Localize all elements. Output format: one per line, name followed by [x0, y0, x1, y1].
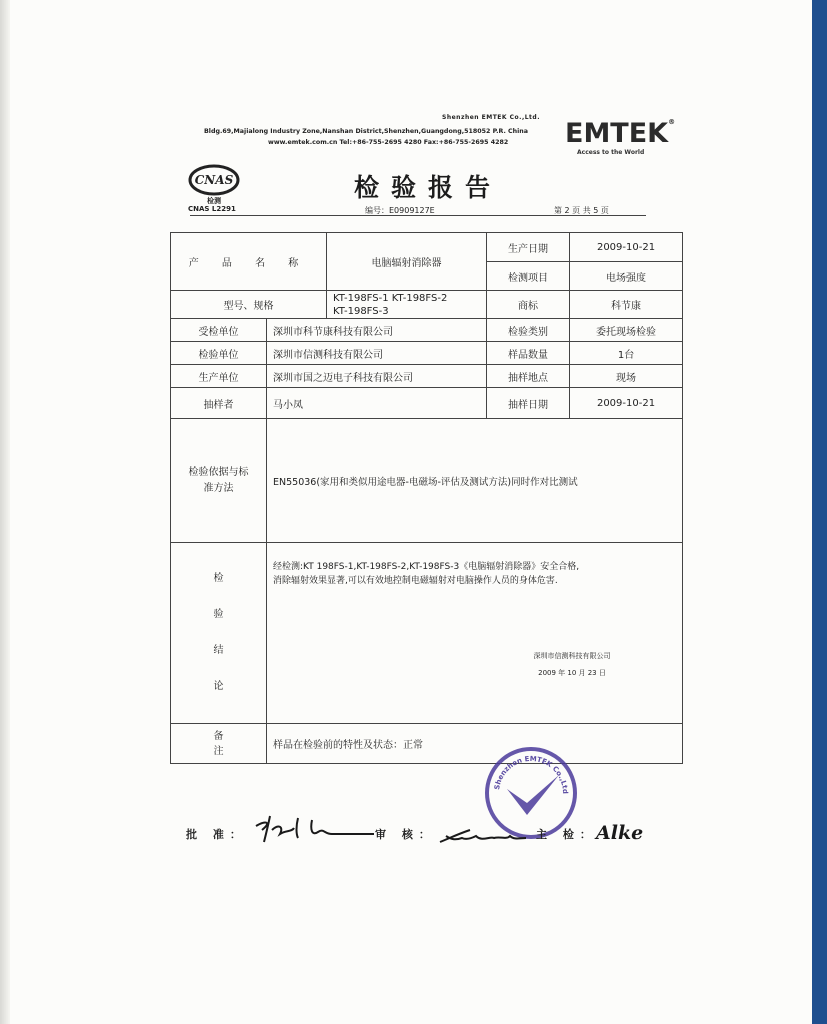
sampling-date-label: 抽样日期 [487, 388, 570, 419]
model-value [327, 291, 487, 319]
client-value: 深圳市科节康科技有限公司 [267, 319, 487, 342]
remarks-label [171, 724, 267, 764]
conclusion-value [267, 543, 683, 724]
test-item-value: 电场强度 [570, 262, 683, 291]
paper-edge-shadow [0, 0, 10, 1024]
trademark-value: 科节康 [570, 291, 683, 319]
model-line-2: KT-198FS-3 [333, 305, 389, 317]
conclusion-label-char: 论 [213, 681, 224, 692]
cnas-logo-text: CNAS [194, 173, 234, 187]
conclusion-label-char: 验 [213, 609, 224, 620]
conclusion-label [171, 543, 267, 724]
test-item-label: 检测项目 [487, 262, 570, 291]
sample-qty-value: 1台 [570, 342, 683, 365]
inspect-label: 主 检： [536, 828, 597, 841]
report-number: 编号：E0909127E [365, 206, 435, 215]
emtek-tagline: Access to the World [577, 149, 645, 156]
conclusion-org: 深圳市信测科技有限公司 [533, 652, 611, 660]
sampler-label: 抽样者 [171, 388, 267, 419]
cnas-logo-sub: 检测 [207, 197, 221, 205]
basis-label-line-2: 准方法 [203, 482, 234, 494]
lab-label: 检验单位 [171, 342, 267, 365]
cnas-id: CNAS L2291 [188, 205, 236, 213]
sampling-date-value: 2009-10-21 [570, 388, 683, 419]
reviewer-signature-icon [436, 820, 528, 850]
remarks-label-line-2: 注 [213, 745, 224, 757]
production-date-value: 2009-10-21 [570, 233, 683, 262]
sampler-value: 马小凤 [267, 388, 487, 419]
header-contact: www.emtek.com.cn Tel:+86-755-2695 4280 Fax:+86-755-2695 4282 [268, 139, 509, 146]
model-label: 型号、规格 [171, 291, 327, 319]
remarks-label-line-1: 备 [213, 730, 224, 742]
seal-text: Shenzhen EMTEK Co.,Ltd [493, 754, 570, 795]
conclusion-label-char: 结 [213, 645, 224, 656]
conclusion-line-2: 消除辐射效果显著,可以有效地控制电磁辐射对电脑操作人员的身体危害. [273, 576, 558, 586]
inspector-signature: Alke [596, 822, 644, 844]
client-label: 受检单位 [171, 319, 267, 342]
remarks-value: 样品在检验前的特性及状态：正常 [267, 724, 683, 764]
sample-qty-label: 样品数量 [487, 342, 570, 365]
manufacturer-value: 深圳市国之迈电子科技有限公司 [267, 365, 487, 388]
conclusion-line-1: 经检测:KT 198FS-1,KT-198FS-2,KT-198FS-3《电脑辐射消除器》安全合格, [273, 562, 580, 572]
product-name-label: 产 品 名 称 [171, 233, 327, 291]
sampling-place-label: 抽样地点 [487, 365, 570, 388]
header-address: Bldg.69,Majialong Industry Zone,Nanshan District,Shenzhen,Guangdong,518052 P.R. China [204, 128, 529, 135]
test-type-label: 检验类别 [487, 319, 570, 342]
sampling-place-value: 现场 [570, 365, 683, 388]
header-rule [190, 215, 646, 216]
conclusion-label-char: 检 [213, 573, 224, 584]
emtek-logo: EMTEK® [565, 118, 676, 149]
report-table [170, 232, 683, 764]
conclusion-date: 2009 年 10 月 23 日 [538, 669, 606, 677]
basis-label-line-1: 检验依据与标 [188, 466, 249, 478]
approver-signature-icon [252, 812, 377, 846]
production-date-label: 生产日期 [487, 233, 570, 262]
basis-value: EN55036(家用和类似用途电器-电磁场-评估及测试方法)同时作对比测试 [267, 419, 683, 543]
basis-label [171, 419, 267, 543]
page-number: 第 2 页 共 5 页 [554, 206, 609, 215]
model-line-1: KT-198FS-1 KT-198FS-2 [333, 292, 448, 304]
approve-label: 批 准： [186, 828, 247, 841]
page-title: 检验报告 [354, 173, 503, 202]
review-label: 审 核： [375, 828, 436, 841]
test-type-value: 委托现场检验 [570, 319, 683, 342]
header-company: Shenzhen EMTEK Co.,Ltd. [442, 114, 540, 121]
emtek-logo-text: EMTEK [565, 118, 669, 149]
lab-value: 深圳市信测科技有限公司 [267, 342, 487, 365]
trademark-label: 商标 [487, 291, 570, 319]
product-name-value: 电脑辐射消除器 [327, 233, 487, 291]
manufacturer-label: 生产单位 [171, 365, 267, 388]
